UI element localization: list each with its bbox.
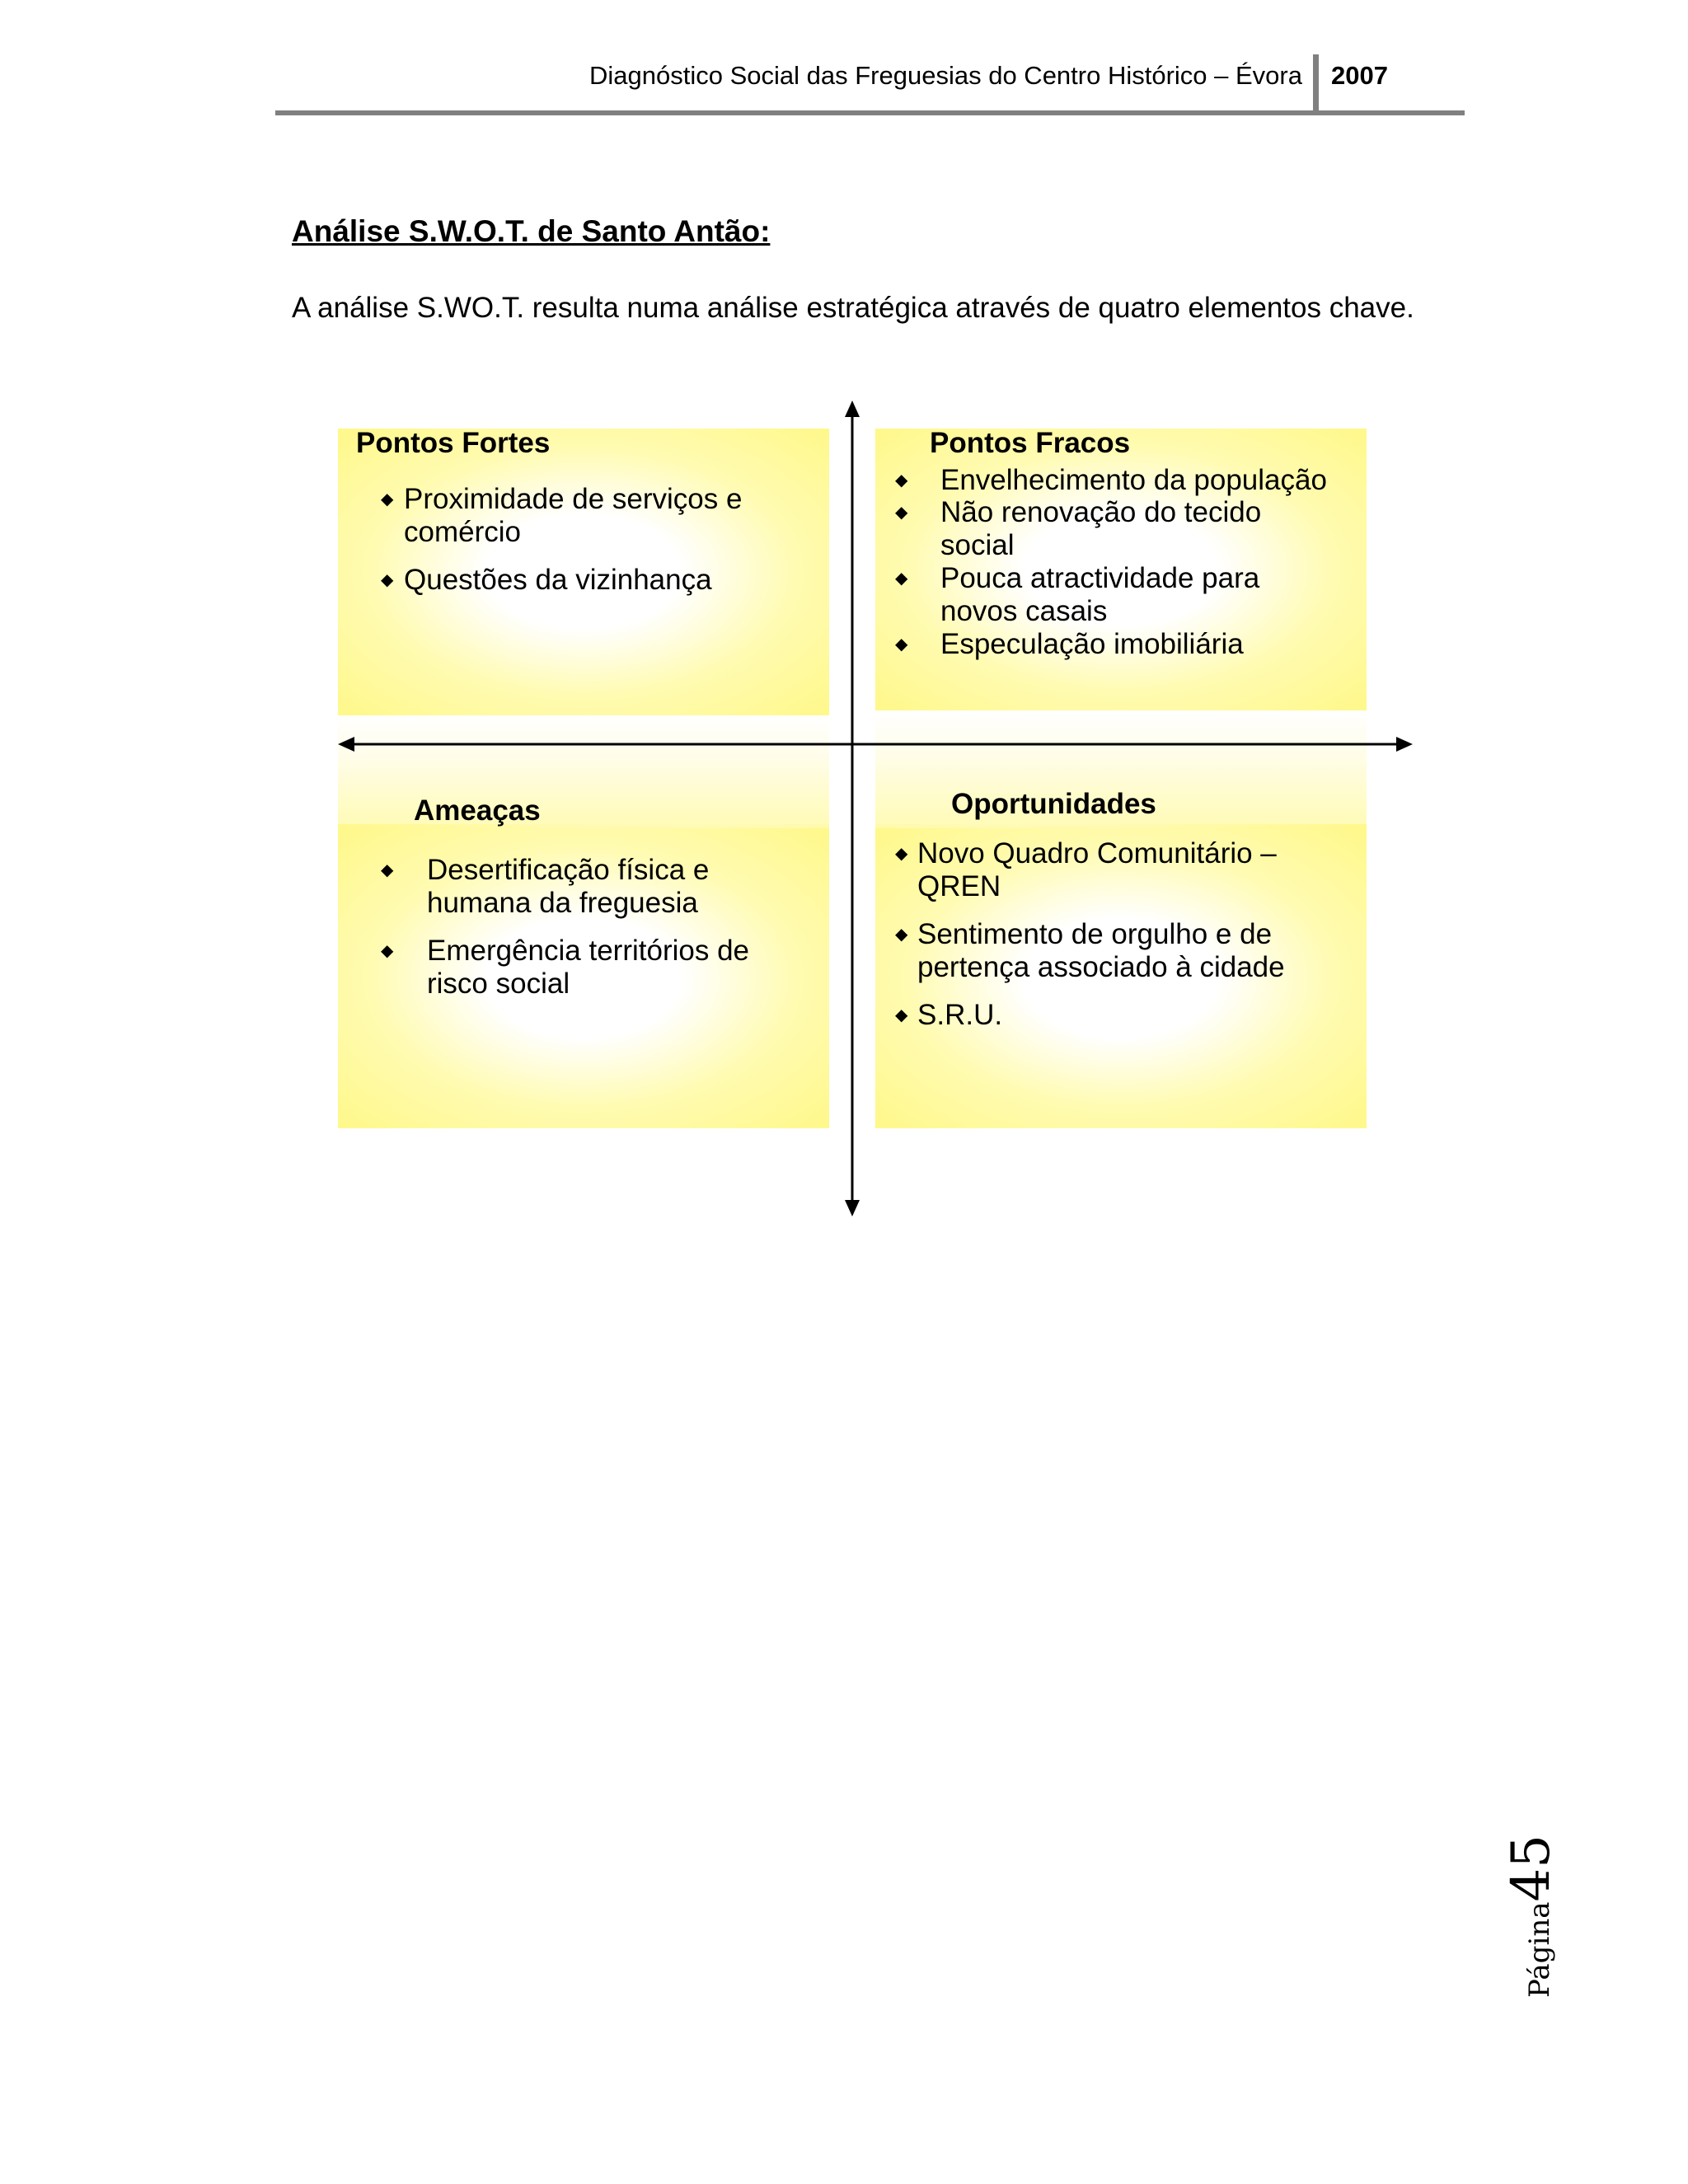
strengths-item: Proximidade de serviços e comércio <box>404 483 743 548</box>
weaknesses-item: Envelhecimento da população <box>940 464 1327 496</box>
axis-arrow-up <box>845 401 860 417</box>
bullet-diamond-icon: ◆ <box>381 490 394 509</box>
bullet-diamond-icon: ◆ <box>895 569 908 588</box>
bullet-diamond-icon: ◆ <box>381 942 394 960</box>
bullet-diamond-icon: ◆ <box>895 845 908 863</box>
section-title: Análise S.W.O.T. de Santo Antão: <box>292 214 771 248</box>
bullet-diamond-icon: ◆ <box>381 571 394 589</box>
opportunities-item: Novo Quadro Comunitário – QREN <box>917 837 1277 902</box>
bullet-diamond-icon: ◆ <box>895 471 908 490</box>
page-number-value: 45 <box>1501 1835 1562 1902</box>
strengths-title: Pontos Fortes <box>356 427 551 459</box>
bullet-diamond-icon: ◆ <box>381 861 394 879</box>
opportunities-item: S.R.U. <box>917 999 1003 1031</box>
bullet-diamond-icon: ◆ <box>895 504 908 522</box>
page-number <box>1501 1835 1562 1998</box>
opportunities-title: Oportunidades <box>951 788 1156 820</box>
strengths-item: Questões da vizinhança <box>404 564 712 596</box>
running-header-year: 2007 <box>1331 61 1388 90</box>
weaknesses-item: Pouca atractividade para novos casais <box>940 562 1260 627</box>
axis-arrow-right <box>1396 737 1413 752</box>
weaknesses-item: Não renovação do tecido social <box>940 496 1262 561</box>
bullet-diamond-icon: ◆ <box>895 926 908 944</box>
threats-item: Emergência territórios de risco social <box>427 935 749 1000</box>
page-label: Página <box>1523 1901 1556 1998</box>
weaknesses-title: Pontos Fracos <box>930 427 1131 459</box>
opportunities-item: Sentimento de orgulho e de pertença associado à cidade <box>917 918 1285 983</box>
intro-paragraph: A análise S.WO.T. resulta numa análise estratégica através de quatro elementos chave. <box>292 292 1414 324</box>
axis-arrow-down <box>845 1200 860 1216</box>
threats-title: Ameaças <box>414 794 541 827</box>
bullet-diamond-icon: ◆ <box>895 1006 908 1024</box>
weaknesses-item: Especulação imobiliária <box>940 628 1244 660</box>
threats-item: Desertificação física e humana da freguesia <box>427 854 710 919</box>
axis-arrow-left <box>338 737 354 752</box>
running-header-title: Diagnóstico Social das Freguesias do Centro Histórico – Évora <box>589 61 1302 90</box>
bullet-diamond-icon: ◆ <box>895 635 908 654</box>
